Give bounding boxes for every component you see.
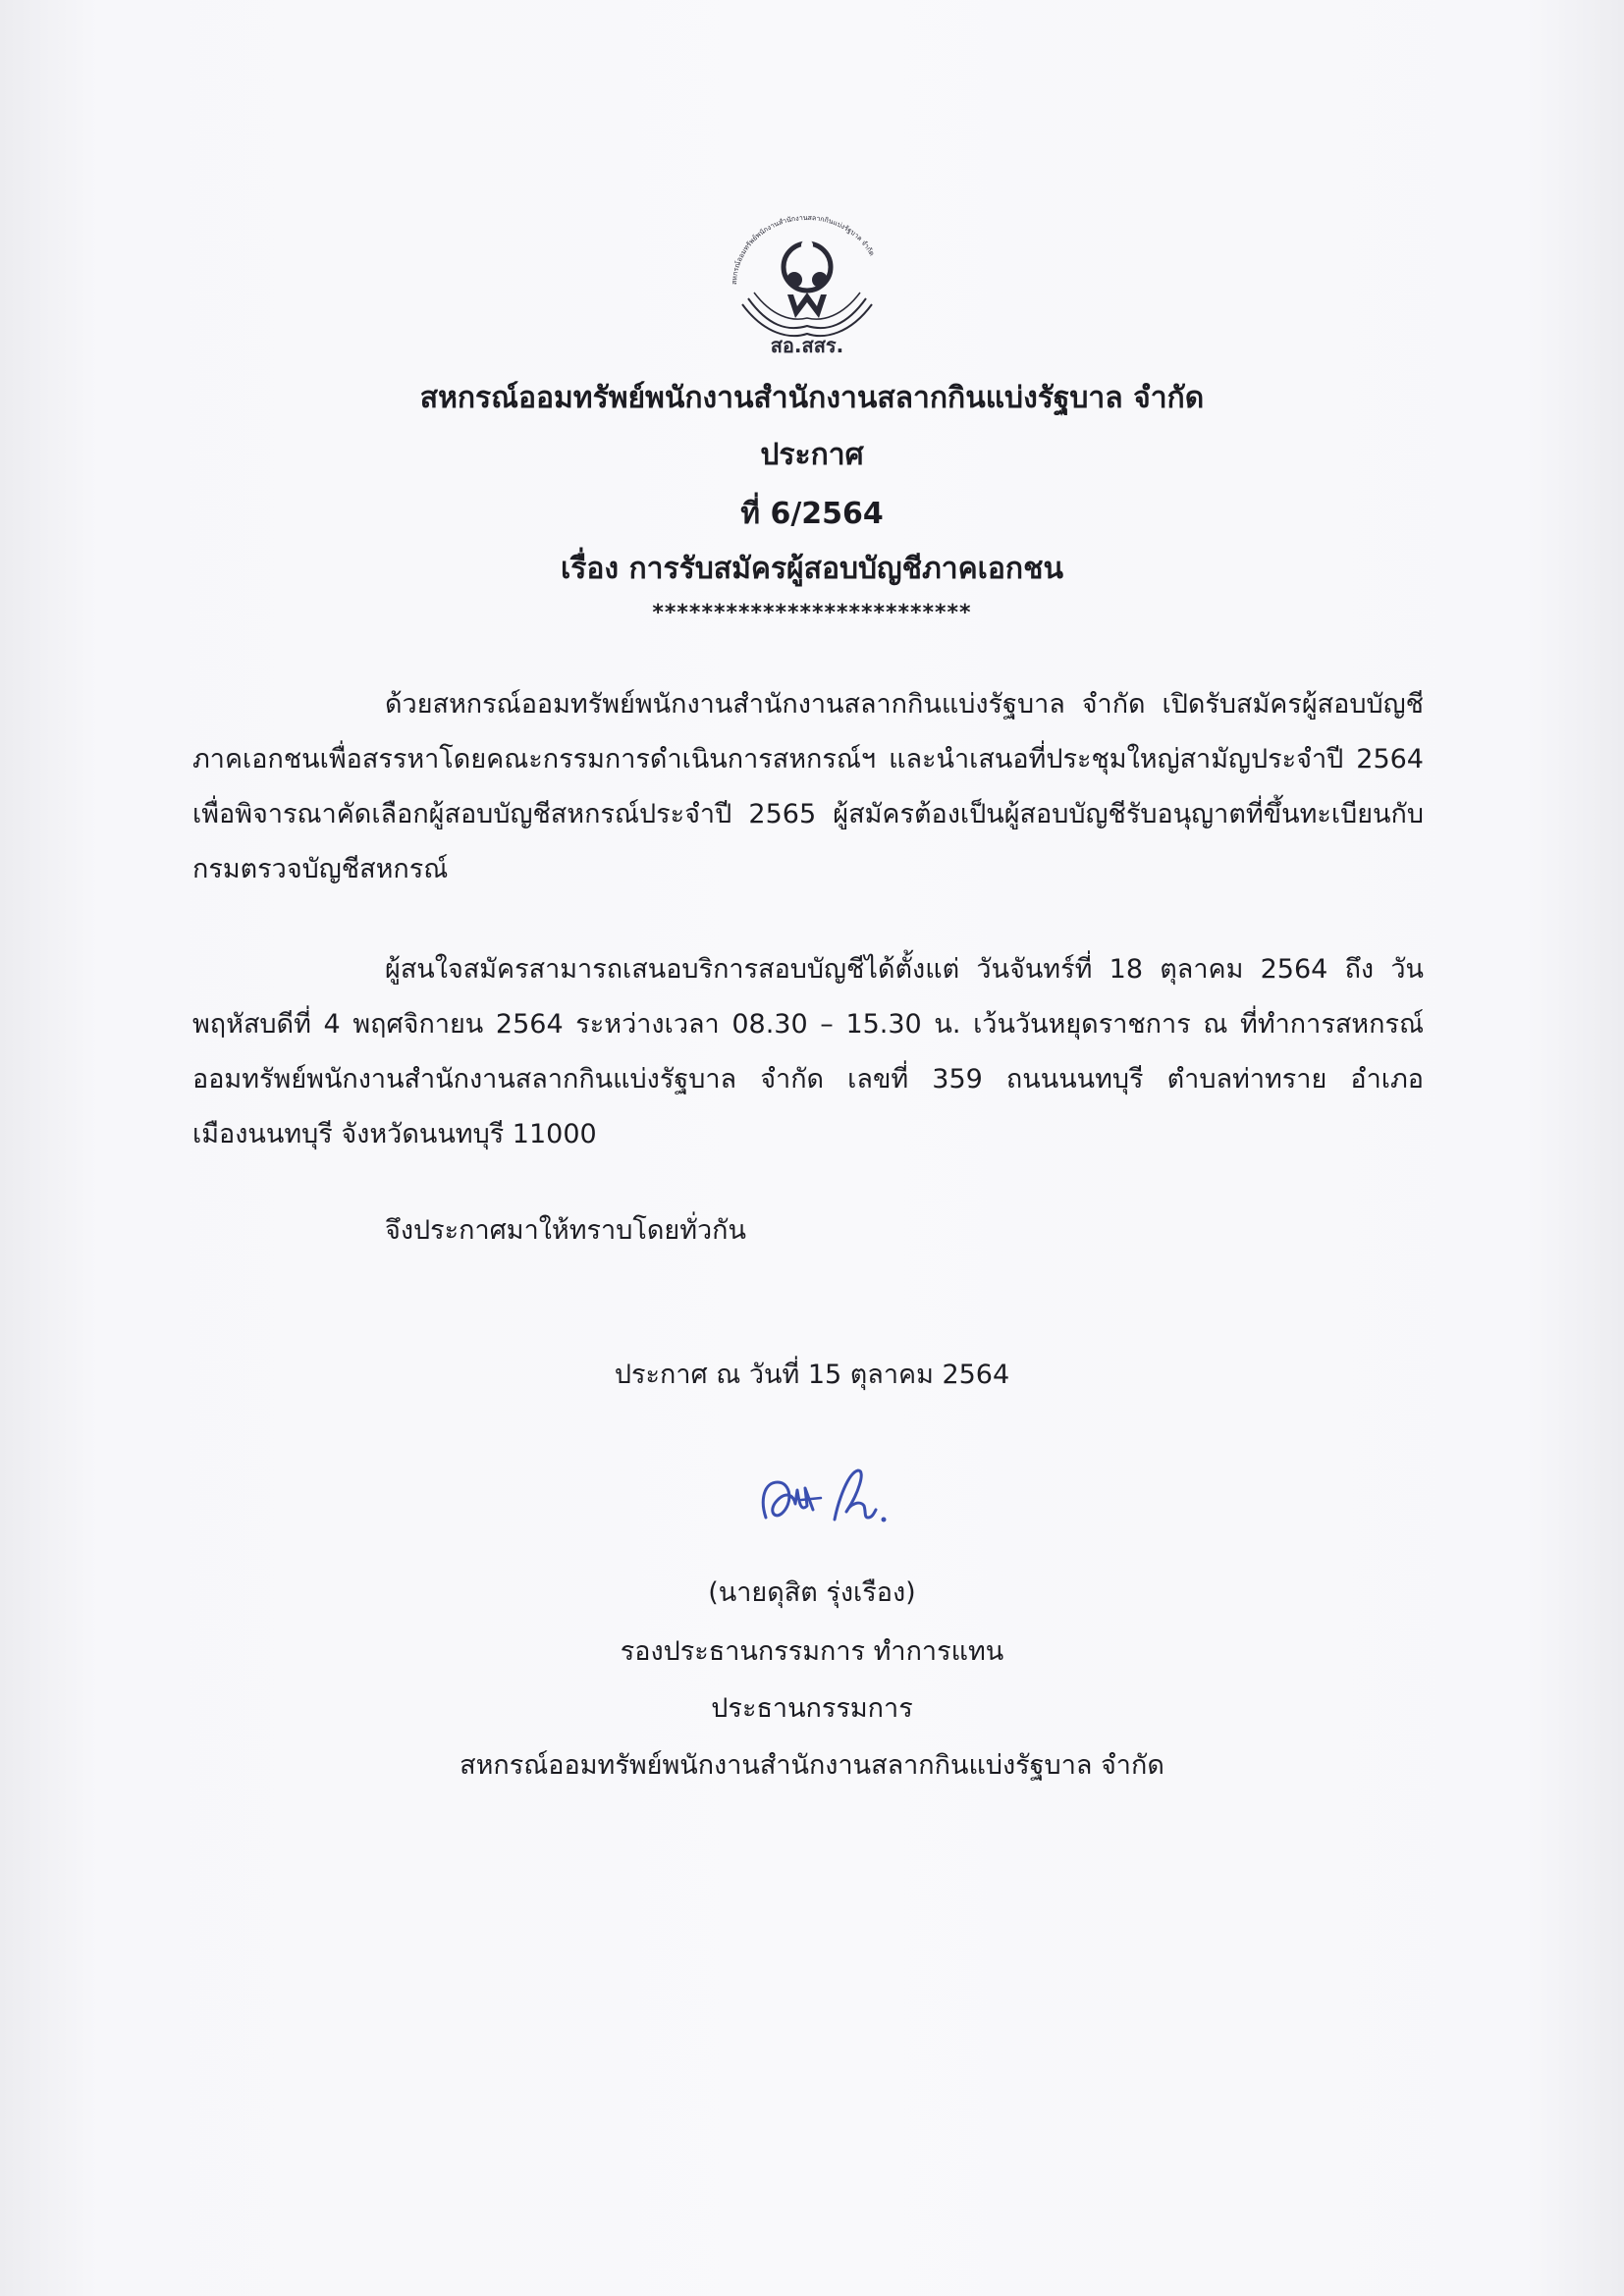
signer-position-2: ประธานกรรมการ bbox=[711, 1693, 913, 1724]
logo-graphic bbox=[709, 208, 905, 357]
announcement-subject: เรื่อง การรับสมัครผู้สอบบัญชีภาคเอกชน bbox=[561, 552, 1063, 586]
signature-graphic bbox=[748, 1461, 905, 1539]
handwritten-signature bbox=[748, 1461, 905, 1539]
announcement-number: ที่ 6/2564 bbox=[740, 497, 884, 531]
organization-title: สหกรณ์ออมทรัพย์พนักงานสำนักงานสลากกินแบ่งรัฐบาล จำกัด bbox=[419, 381, 1205, 415]
signer-organization: สหกรณ์ออมทรัพย์พนักงานสำนักงานสลากกินแบ่งรัฐบาล จำกัด bbox=[460, 1750, 1164, 1781]
signer-position-1: รองประธานกรรมการ ทำการแทน bbox=[620, 1636, 1004, 1667]
announcement-heading: ประกาศ bbox=[760, 438, 864, 472]
body-paragraph-2: ผู้สนใจสมัครสามารถเสนอบริการสอบบัญชีได้ตั้งแต่ วันจันทร์ที่ 18 ตุลาคม 2564 ถึง วันพฤหัสบดีที่ 4 พฤศจิกายน 2564 ระหว่างเวลา 08.30 – 15.30 น. เว้นวันหยุดราชการ ณ ที่ทำการสหกรณ์ออมทรัพย์พนักงานสำนักงานสลากกินแบ่งรัฐบาล จำกัด เลขที่ 359 ถนนนนทบุรี ตำบลท่าทราย อำเภอเมืองนนทบุรี จังหวัดนนทบุรี 11000 bbox=[192, 954, 1424, 1149]
cooperative-logo-icon bbox=[709, 208, 905, 357]
signer-name: (นายดุสิต รุ่งเรือง) bbox=[708, 1577, 916, 1608]
body-paragraph-3: จึงประกาศมาให้ทราบโดยทั่วกัน bbox=[385, 1215, 746, 1246]
logo-caption: สอ.สสร. bbox=[770, 334, 844, 357]
announcement-date: ประกาศ ณ วันที่ 15 ตุลาคม 2564 bbox=[614, 1360, 1010, 1390]
body-paragraph-1: ด้วยสหกรณ์ออมทรัพย์พนักงานสำนักงานสลากกินแบ่งรัฐบาล จำกัด เปิดรับสมัครผู้สอบบัญชีภาคเอกชนเพื่อสรรหาโดยคณะกรรมการดำเนินการสหกรณ์ฯ และนำเสนอที่ประชุมใหญ่สามัญประจำปี 2564 เพื่อพิจารณาคัดเลือกผู้สอบบัญชีสหกรณ์ประจำปี 2565 ผู้สมัครต้องเป็นผู้สอบบัญชีรับอนุญาตที่ขึ้นทะเบียนกับกรมตรวจบัญชีสหกรณ์ bbox=[192, 689, 1424, 884]
separator-line: ************************** bbox=[652, 601, 972, 625]
logo-ring-text: สหกรณ์ออมทรัพย์พนักงานสำนักงานสลากกินแบ่งรัฐบาล จำกัด bbox=[730, 213, 876, 286]
